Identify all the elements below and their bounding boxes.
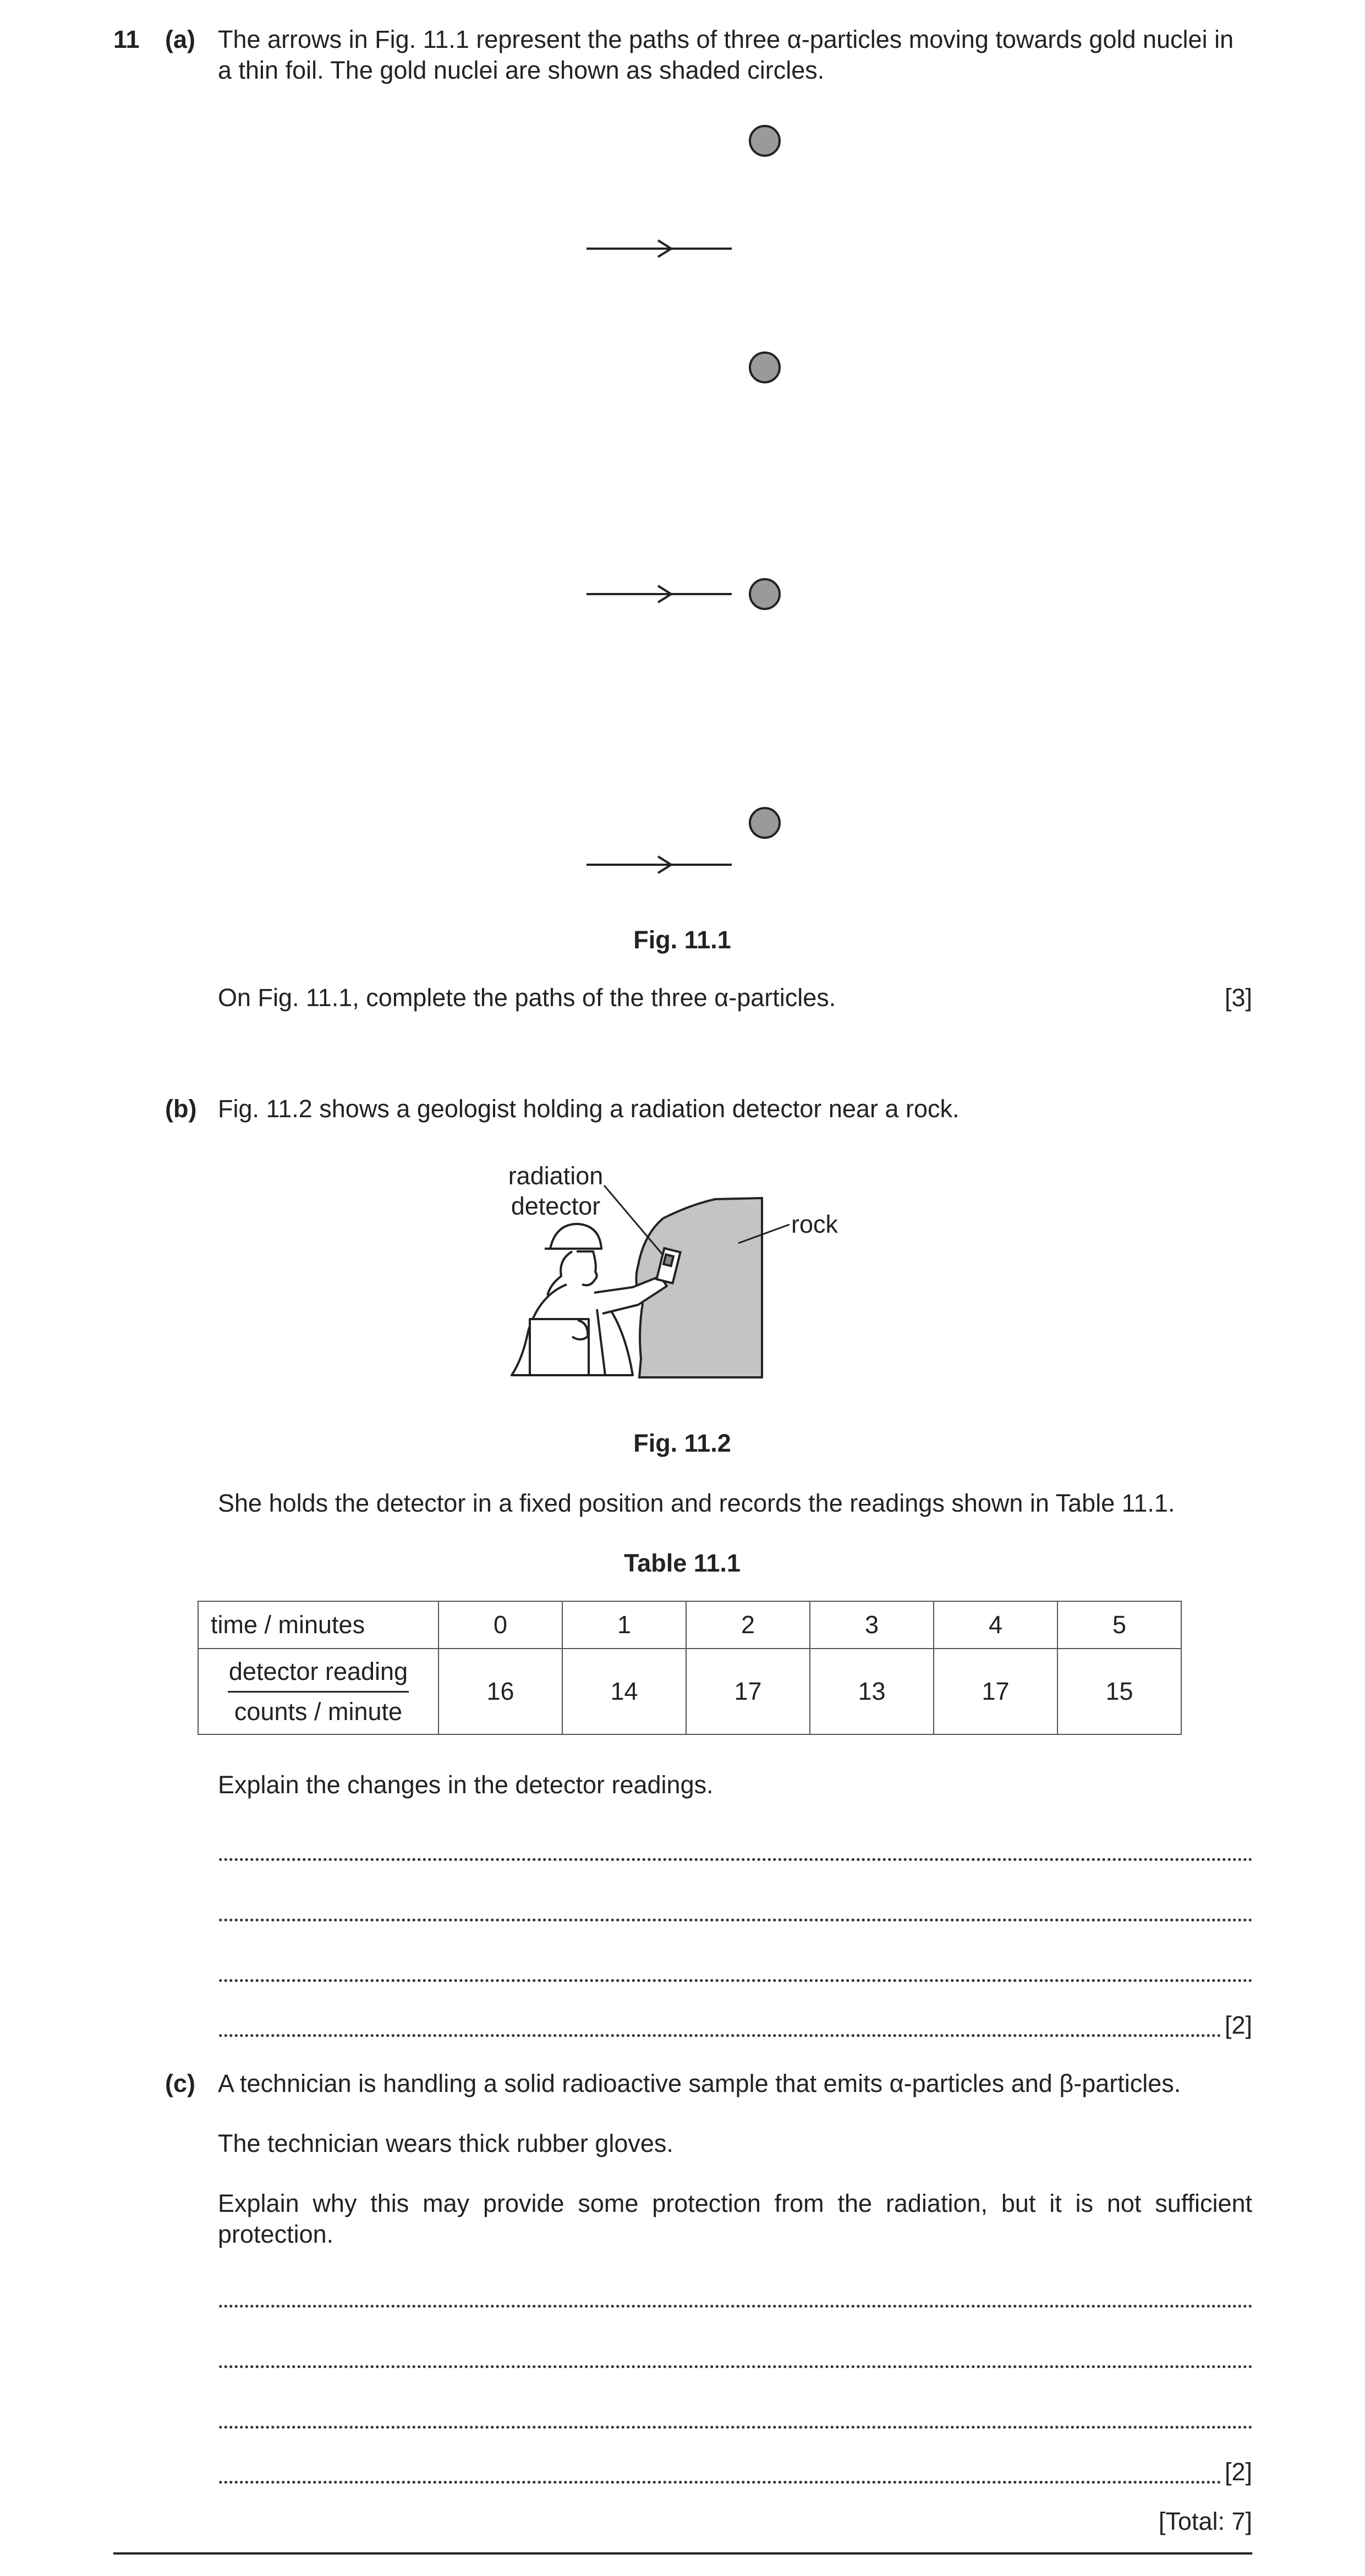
- table-11-1: [198, 1601, 1182, 1735]
- reading-cell: 16: [438, 1649, 562, 1734]
- reading-header-bottom: counts / minute: [234, 1697, 403, 1726]
- table-11-1-title: Table 11.1: [624, 1549, 741, 1577]
- part-a-label: (a): [165, 25, 195, 53]
- answer-line[interactable]: [218, 1894, 1252, 1925]
- reading-header-top: detector reading: [228, 1656, 409, 1693]
- part-c-intro: A technician is handling a solid radioactive sample that emits α-particles and β-particles.: [218, 2069, 1181, 2097]
- time-cell: 1: [562, 1601, 686, 1649]
- part-b-label: (b): [165, 1095, 197, 1123]
- figure-11-2-caption: Fig. 11.2: [633, 1429, 731, 1457]
- bottom-rule: [113, 2552, 1252, 2555]
- reading-cell: 17: [686, 1649, 810, 1734]
- reading-cell: 15: [1057, 1649, 1181, 1734]
- answer-line[interactable]: [218, 2010, 1252, 2041]
- figure-11-1-caption: Fig. 11.1: [633, 926, 731, 954]
- part-a-instruction: On Fig. 11.1, complete the paths of the three α-particles.: [218, 984, 836, 1012]
- part-b-marks: [2]: [1225, 2010, 1252, 2041]
- answer-line[interactable]: [218, 2341, 1252, 2372]
- part-b-text: She holds the detector in a fixed position and records the readings shown in Table 11.1.: [218, 1489, 1175, 1517]
- table-row: [198, 1649, 1181, 1734]
- answer-line[interactable]: [218, 2281, 1252, 2311]
- time-cell: 5: [1057, 1601, 1181, 1649]
- part-c-question: Explain why this may provide some protection from the radiation, but it is not sufficient protection.: [218, 2189, 1252, 2248]
- time-header: time / minutes: [198, 1601, 438, 1649]
- part-b-intro: Fig. 11.2 shows a geologist holding a radiation detector near a rock.: [218, 1095, 960, 1123]
- reading-header: [198, 1649, 438, 1734]
- time-cell: 3: [810, 1601, 934, 1649]
- part-c-label: (c): [165, 2069, 195, 2097]
- time-cell: 0: [438, 1601, 562, 1649]
- table-row: [198, 1601, 1181, 1649]
- answer-line[interactable]: [218, 1834, 1252, 1865]
- time-cell: 4: [934, 1601, 1057, 1649]
- reading-cell: 14: [562, 1649, 686, 1734]
- part-c-text1: The technician wears thick rubber gloves.: [218, 2129, 673, 2157]
- part-b-question: Explain the changes in the detector readings.: [218, 1771, 714, 1799]
- reading-cell: 13: [810, 1649, 934, 1734]
- part-a-marks: [3]: [1224, 984, 1252, 1012]
- answer-line[interactable]: [218, 1955, 1252, 1986]
- total-marks: [Total: 7]: [1158, 2507, 1252, 2535]
- label-detector-line1: radiation: [508, 1162, 604, 1190]
- question-number: 11: [113, 25, 140, 53]
- label-detector-line2: detector: [511, 1192, 601, 1220]
- label-rock: rock: [791, 1210, 838, 1238]
- part-c-marks: [2]: [1225, 2457, 1252, 2487]
- part-a-intro: The arrows in Fig. 11.1 represent the paths of three α-particles moving towards gold nuclei in a thin foil. The gold nuclei are shown as shaded circles.: [218, 25, 1234, 84]
- answer-line[interactable]: [218, 2402, 1252, 2432]
- time-cell: 2: [686, 1601, 810, 1649]
- answer-line[interactable]: [218, 2457, 1252, 2487]
- reading-cell: 17: [934, 1649, 1057, 1734]
